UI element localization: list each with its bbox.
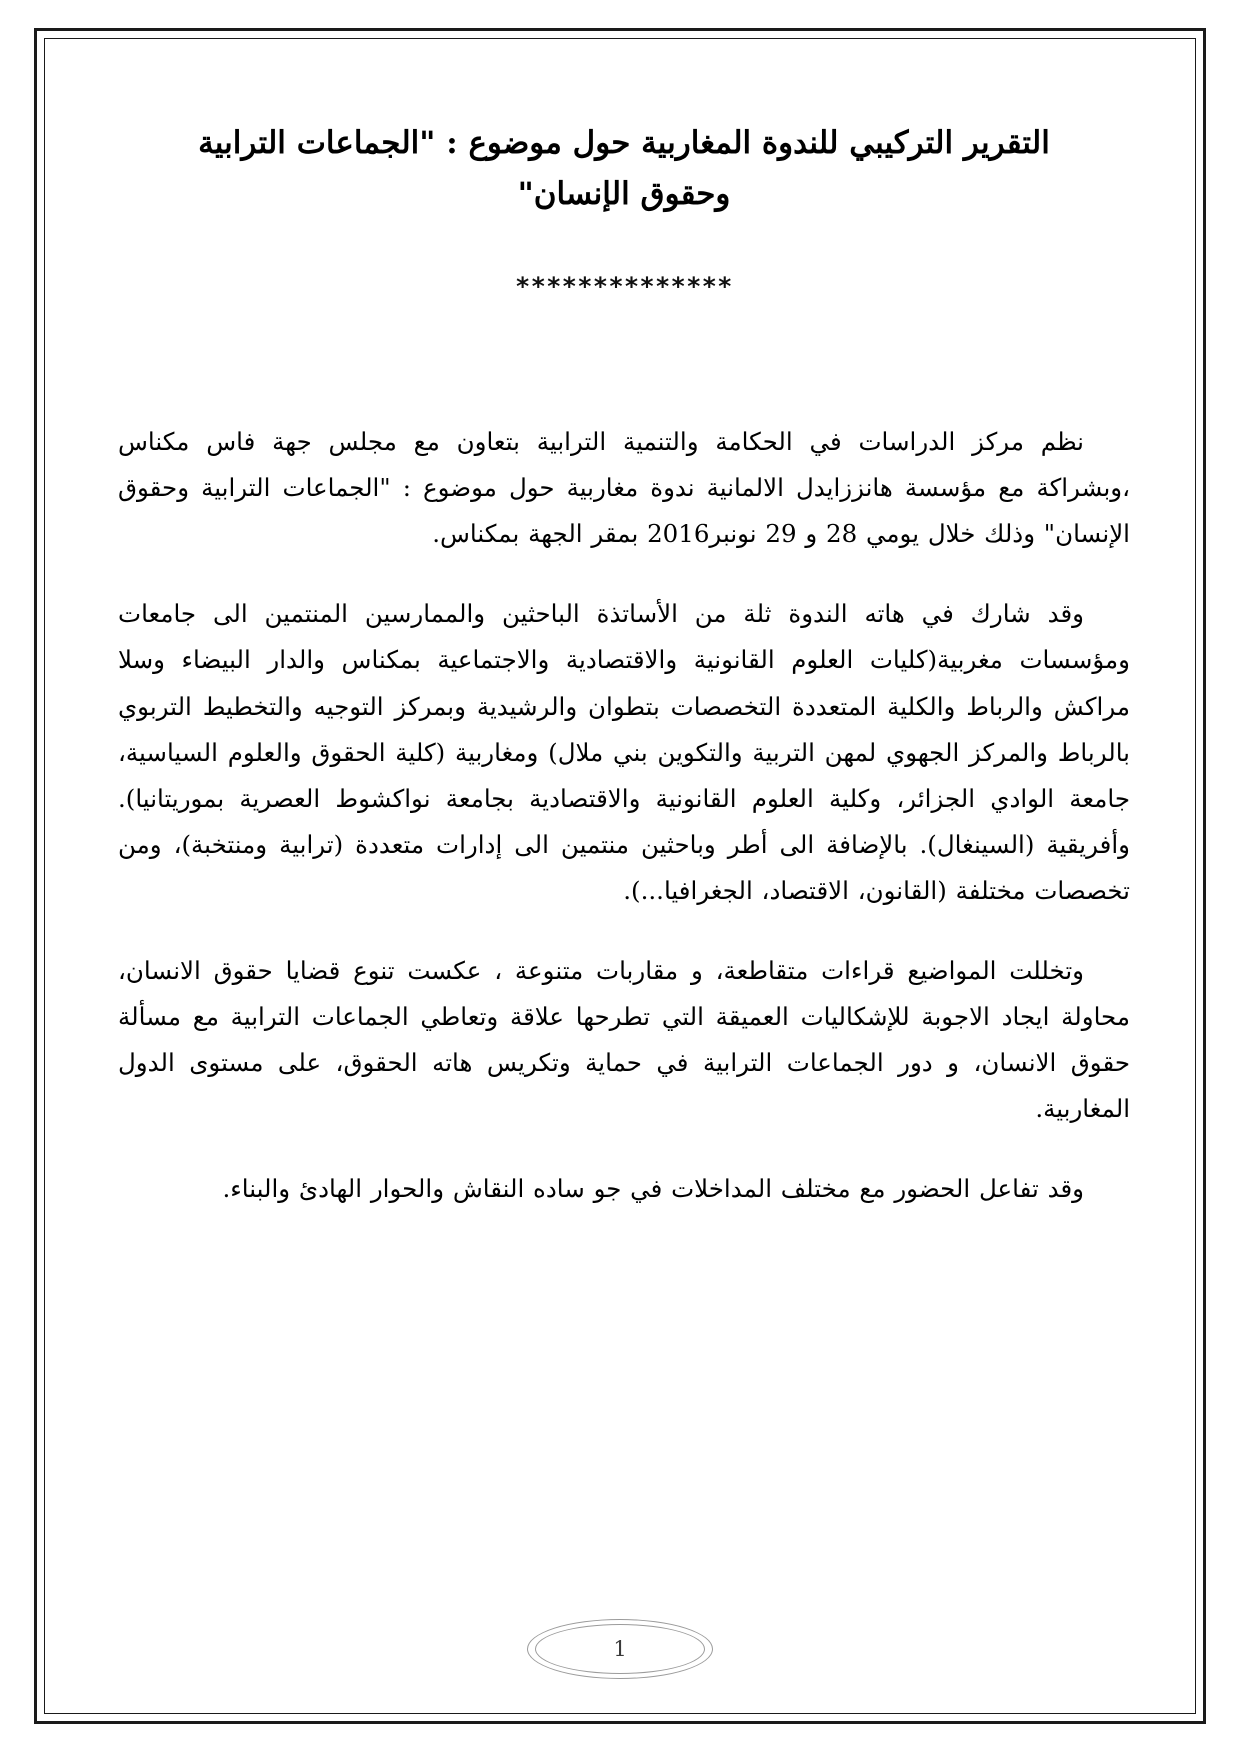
paragraph: وتخللت المواضيع قراءات متقاطعة، و مقاربات متنوعة ، عكست تنوع قضايا حقوق الانسان، محاولة ايجاد الاجوبة للإشكاليات العميقة التي تطرحها علاقة وتعاطي الجماعات الترابية مع مسألة حقوق الانسان، و دور الجماعات الترابية في حماية وتكريس هاته الحقوق، على مستوى الدول المغاربية.	[118, 955, 1130, 1123]
page-title-line-2: وحقوق الإنسان"	[517, 176, 731, 213]
page-number: 1	[613, 1637, 627, 1661]
page-footer	[0, 1616, 1240, 1682]
paragraph: نظم مركز الدراسات في الحكامة والتنمية الترابية بتعاون مع مجلس جهة فاس مكناس ،وبشراكة مع مؤسسة هانززايدل الالمانية ندوة مغاربية حول موضوع : "الجماعات الترابية وحقوق الإنسان" وذلك خلال يومي 28 و 29 نونبر2016 بمقر الجهة بمكناس.	[118, 427, 1130, 549]
page-number-badge	[527, 1619, 713, 1679]
page-title-line-1: التقرير التركيبي للندوة المغاربية حول موضوع : "الجماعات الترابية	[198, 125, 1050, 161]
paragraph: وقد تفاعل الحضور مع مختلف المداخلات في جو ساده النقاش والحوار الهادئ والبناء.	[222, 1173, 1084, 1203]
document-content	[118, 96, 1130, 1212]
paragraph: وقد شارك في هاته الندوة ثلة من الأساتذة الباحثين والممارسين المنتمين الى جامعات ومؤسسات مغربية(كليات العلوم القانونية والاقتصادية والاجتماعية بمكناس والدار البيضاء وسلا مراكش والرباط والكلية المتعددة التخصصات بتطوان والرشيدية وبمركز التوجيه والتخطيط التربوي بالرباط والمركز الجهوي لمهن التربية والتكوين بني ملال) ومغاربية (كلية الحقوق والعلوم السياسية، جامعة الوادي الجزائر، وكلية العلوم القانونية والاقتصادية بجامعة نواكشوط العصرية بموريتانيا). وأفريقية (السينغال). بالإضافة الى أطر وباحثين منتمين الى إدارات متعددة (ترابية ومنتخبة)، ومن تخصصات مختلفة (القانون، الاقتصاد، الجغرافيا...).	[118, 599, 1130, 905]
title-separator: **************	[515, 272, 733, 302]
body-text	[118, 419, 1130, 1212]
page-title	[148, 96, 1100, 220]
